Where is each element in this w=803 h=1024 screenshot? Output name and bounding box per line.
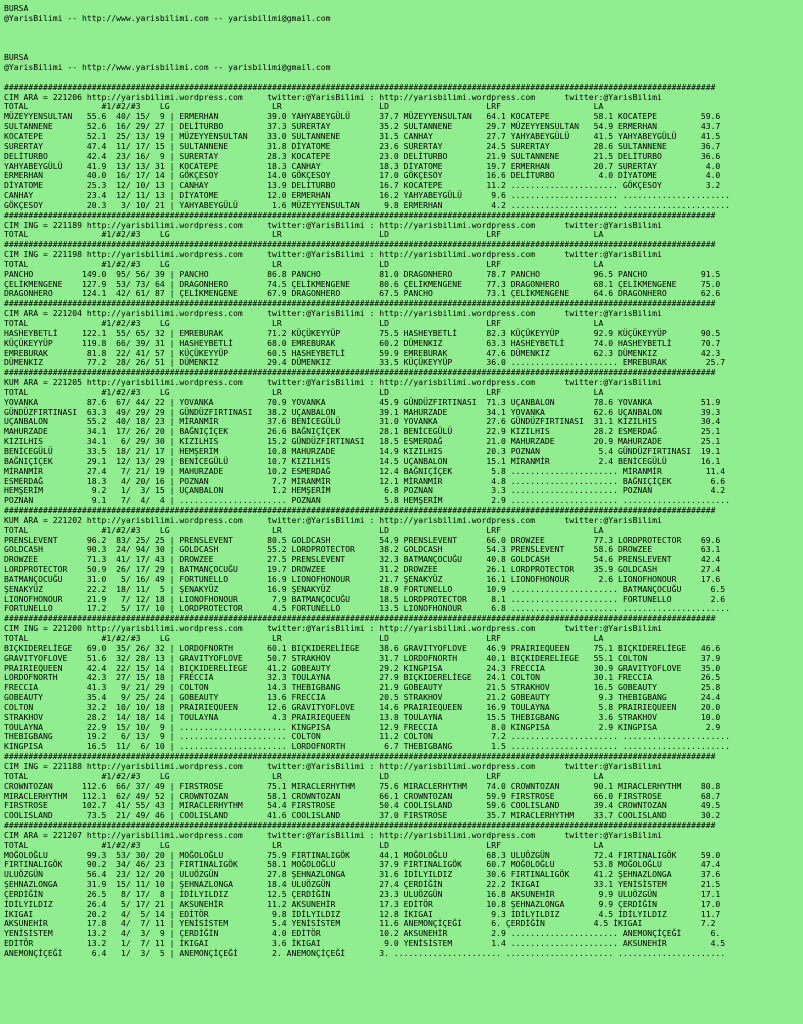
horse-row: GRAVITYOFLOVE 51.6 32/ 28/ 13 | GRAVITYOFLOVE 50.7 STRAKHOV 31.7 LORDOFNORTH 40.1 BIÇKIDERELİEGE 55.1 COLTON 37.9: [4, 652, 721, 663]
horse-row: İKIGAI 20.2 4/ 5/ 14 | EDİTÖR 9.8 İDİLYILDIZ 12.8 İKIGAI 9.3 İDİLYILDIZ 4.5 İDİLYILDIZ 11.7: [4, 908, 721, 919]
horse-row: BATMANÇOCUĞU 31.0 5/ 16/ 49 | FORTUNELLO 16.9 LIONOFHONOUR 21.7 ŞENAKYÜZ 16.1 LIONOFHONOUR 2.6 LIONOFHONOUR 17.6: [4, 573, 721, 584]
horse-row: PRENSLEVENT 96.2 83/ 25/ 25 | PRENSLEVENT 80.5 GOLDCASH 54.9 PRENSLEVENT 66.0 DROWZEE 77.3 LORDPROTECTOR 69.6: [4, 534, 721, 545]
section-divider: ##################################################################################################################################################: [4, 505, 716, 516]
horse-row: EMREBURAK 81.8 22/ 41/ 57 | KÜÇÜKEYYÜP 60.5 HASHEYBETLİ 59.9 EMREBURAK 47.6 DÜMENKIZ 62.3 DÜMENKIZ 42.3: [4, 347, 721, 358]
city-title: BURSA: [4, 3, 29, 13]
horse-row: CROWNTOZAN 112.6 66/ 37/ 49 | FIRSTROSE 75.1 MIRACLERHYTHM 75.6 MIRACLERHYTHM 74.0 CROWNTOZAN 90.1 MIRACLERHYTHM 80.8: [4, 780, 721, 791]
horse-row: AKSUNEHİR 17.8 4/ 7/ 11 | YENİSİSTEM 5.4 YENİSİSTEM 11.6 ANEMONÇİÇEĞİ 6. ÇERDİĞİN 4.5 İKIGAI 7.2: [4, 918, 716, 929]
horse-row: BIÇKIDERELİEGE 69.0 35/ 26/ 32 | LORDOFNORTH 60.1 BIÇKIDERELİEGE 38.6 GRAVITYOFLOVE 46.9 PRAIRIEQUEEN 75.1 BIÇKIDERELİEGE 46.6: [4, 642, 721, 653]
blank-line: [4, 43, 803, 53]
site-credit-line: @YarisBilimi -- http://www.yarisbilimi.com -- yarisbilimi@gmail.com: [4, 12, 331, 23]
column-header-line: TOTAL #1/#2/#3 LG LR LD LRF LA: [4, 318, 604, 328]
horse-row: STRAKHOV 28.2 14/ 18/ 14 | TOULAYNA 4.3 PRAIRIEQUEEN 13.8 TOULAYNA 15.5 THEBIGBANG 3.6 STRAKHOV 10.0: [4, 711, 721, 722]
section-divider: ##################################################################################################################################################: [4, 81, 716, 92]
horse-row: FIRTINALIGÖK 90.2 34/ 46/ 23 | FIRTINALIGÖK 58.1 MOĞOLOĞLU 37.9 FIRTINALIGÖK 60.7 MOĞOLOĞLU 53.8 MOĞOLOĞLU 47.4: [4, 859, 721, 870]
race-header-line: CIM ARA = 221206 http://yarisbilimi.wordpress.com twitter:@YarisBilimi : http://yarisbilimi.wordpress.com twitter:@YarisBilimi: [4, 91, 662, 102]
race-header-line: CIM ING = 221189 http://yarisbilimi.wordpress.com twitter:@YarisBilimi : http://yarisbilimi.wordpress.com twitter:@YarisBilimi: [4, 219, 662, 230]
blank-line: [4, 24, 803, 34]
horse-row: DRAGONHERO 124.1 42/ 61/ 87 | ÇELİKMENGENE 67.9 DRAGONHERO 67.5 PANCHO 73.1 ÇELİKMENGENE 64.6 DRAGONHERO 62.6: [4, 288, 721, 299]
race-header-line: CIM ING = 221198 http://yarisbilimi.wordpress.com twitter:@YarisBilimi : http://yarisbilimi.wordpress.com twitter:@YarisBilimi: [4, 249, 662, 260]
horse-row: LORDOFNORTH 42.3 27/ 15/ 18 | FRECCIA 32.3 TOULAYNA 27.9 BIÇKIDERELİEGE 24.1 COLTON 30.1 FRECCIA 26.5: [4, 672, 721, 683]
horse-row: MAHURZADE 34.1 17/ 26/ 20 | BAĞNIÇİÇEK 26.6 BAĞNIÇİÇEK 28.1 BENİCEGÜLÜ 22.9 KIZILHIS 28.2 ESMERDAĞ 25.1: [4, 426, 721, 437]
horse-row: GOLDCASH 90.3 24/ 94/ 30 | GOLDCASH 55.2 LORDPROTECTOR 38.2 GOLDCASH 54.3 PRENSLEVENT 58.6 DROWZEE 63.1: [4, 544, 721, 555]
horse-row: PANCHO 149.0 95/ 56/ 39 | PANCHO 86.8 PANCHO 81.0 DRAGONHERO 78.7 PANCHO 96.5 PANCHO 91.5: [4, 268, 721, 279]
horse-row: LORDPROTECTOR 50.9 26/ 17/ 29 | BATMANÇOCUĞU 19.7 DROWZEE 31.2 DROWZEE 26.1 LORDPROTECTOR 35.9 GOLDCASH 27.4: [4, 564, 721, 575]
column-header-line: TOTAL #1/#2/#3 LG LR LD LRF LA: [4, 101, 604, 112]
horse-row: KIZILHIS 34.1 6/ 29/ 30 | KIZILHIS 15.2 GÜNDÜZFIRTINASI 18.5 ESMERDAĞ 21.0 MAHURZADE 20.9 MAHURZADE 25.1: [4, 436, 721, 447]
horse-row: TOULAYNA 22.9 15/ 10/ 9 | ...................... KINGPISA 12.9 FRECCIA 8.0 KINGPISA 2.9 KINGPISA 2.9: [4, 721, 721, 732]
horse-row: BAĞNIÇİÇEK 29.1 12/ 13/ 29 | BENİCEGÜLÜ 10.7 KIZILHIS 14.5 UÇANBALON 15.1 MİRANMİR 2.4 BENİCEGÜLÜ 16.1: [4, 455, 721, 466]
horse-row: CANHAY 23.4 12/ 11/ 13 | DİYATOME 12.0 ERMERHAN 16.2 YAHYABEYGÜLÜ 9.6 ...................... ......................: [4, 190, 731, 201]
horse-row: KINGPISA 16.5 11/ 6/ 10 | ...................... LORDOFNORTH 6.7 THEBIGBANG 1.5 ...................... ......................: [4, 741, 731, 752]
horse-row: SULTANNENE 52.6 16/ 29/ 27 | DELİTURBO 37.3 SURERTAY 35.2 SULTANNENE 29.7 MÜZEYYENSULTAN 54.9 ERMERHAN 43.7: [4, 121, 721, 132]
column-header-line: TOTAL #1/#2/#3 LG LR LD LRF LA: [4, 524, 604, 535]
horse-row: UÇANBALON 55.2 40/ 18/ 23 | MİRANMİR 37.6 BENİCEGÜLÜ 31.0 YOVANKA 27.6 GÜNDÜZFIRTINASI 31.1 KIZILHIS 30.4: [4, 416, 721, 427]
horse-row: YENİSİSTEM 13.2 4/ 3/ 9 | ÇERDİĞİN 4.0 EDİTÖR 10.2 AKSUNEHİR 2.9 ...................... ANEMONÇİÇEĞİ 6.: [4, 928, 721, 939]
section-divider: ##################################################################################################################################################: [4, 209, 716, 220]
column-header-line: TOTAL #1/#2/#3 LG LR LD LRF LA: [4, 633, 604, 643]
horse-row: ESMERDAĞ 18.3 4/ 20/ 16 | POZNAN 7.7 MİRANMİR 12.1 MİRANMİR 4.8 ...................... BAĞNIÇİÇEK 6.6: [4, 475, 726, 486]
horse-row: LIONOFHONOUR 21.9 7/ 12/ 18 | LIONOFHONOUR 7.9 BATMANÇOCUĞU 18.5 LORDPROTECTOR 8.1 ...................... FORTUNELLO 2.6: [4, 593, 726, 604]
horse-row: ÇELİKMENGENE 127.9 53/ 73/ 64 | DRAGONHERO 74.5 ÇELİKMENGENE 80.6 ÇELİKMENGENE 77.3 DRAGONHERO 68.1 ÇELİKMENGENE 75.0: [4, 278, 721, 289]
section-divider: ##################################################################################################################################################: [4, 613, 716, 624]
column-header-line: TOTAL #1/#2/#3 LG LR LD LRF LA: [4, 839, 604, 850]
horse-row: ANEMONÇİÇEĞİ 6.4 1/ 3/ 5 | ANEMONÇİÇEĞİ 2. ANEMONÇİÇEĞİ 3. ...................... ...................... ......................: [4, 948, 726, 958]
horse-row: ÇERDİĞİN 26.5 8/ 17/ 8 | İDİLYILDIZ 12.5 ÇERDİĞİN 23.3 ULUÖZGÜN 16.8 AKSUNEHİR 9.9 ULUÖZGÜN 17.1: [4, 888, 721, 899]
horse-row: FORTUNELLO 17.2 5/ 17/ 10 | LORDPROTECTOR 4.5 FORTUNELLO 13.5 LIONOFHONOUR 6.8 ...................... ......................: [4, 603, 731, 614]
column-header-line: TOTAL #1/#2/#3 LG LR LD LRF LA: [4, 229, 604, 240]
horse-row: KOCATEPE 52.1 25/ 13/ 19 | MÜZEYYENSULTAN 33.0 SULTANNENE 31.5 CANHAY 27.7 YAHYABEYGÜLÜ 41.5 YAHYABEYGÜLÜ 41.5: [4, 130, 721, 141]
race-header-line: CIM ARA = 221207 http://yarisbilimi.wordpress.com twitter:@YarisBilimi : http://yarisbilimi.wordpress.com twitter:@YarisBilimi: [4, 829, 662, 840]
horse-row: DÜMENKIZ 77.2 28/ 26/ 51 | DÜMENKIZ 29.4 DÜMENKIZ 33.5 KÜÇÜKEYYÜP 36.0 ...................... EMREBURAK 25.7: [4, 357, 726, 368]
horse-row: YAHYABEYGÜLÜ 41.9 13/ 13/ 31 | KOCATEPE 18.3 CANHAY 18.3 DİYATOME 19.7 ERMERHAN 20.7 SURERTAY 4.0: [4, 160, 721, 171]
horse-row: GÖKÇESOY 20.3 3/ 10/ 21 | YAHYABEYGÜLÜ 1.6 MÜZEYYENSULTAN 9.8 ERMERHAN 4.2 ...................... ......................: [4, 199, 731, 210]
horse-row: GÜNDÜZFIRTINASI 63.3 49/ 29/ 29 | GÜNDÜZFIRTINASI 38.2 UÇANBALON 39.1 MAHURZADE 34.1 YOVANKA 62.6 UÇANBALON 39.3: [4, 406, 721, 417]
column-header-line: TOTAL #1/#2/#3 LG LR LD LRF LA: [4, 258, 604, 269]
horse-row: EDİTÖR 13.2 1/ 7/ 11 | İKIGAI 3.6 İKIGAI 9.0 YENİSİSTEM 1.4 ...................... AKSUNEHİR 4.5: [4, 938, 726, 949]
horse-row: DROWZEE 71.3 41/ 17/ 43 | DROWZEE 27.5 PRENSLEVENT 32.3 BATMANÇOCUĞU 40.8 GOLDCASH 54.6 PRENSLEVENT 42.4: [4, 554, 721, 565]
race-header-line: KUM ARA = 221205 http://yarisbilimi.wordpress.com twitter:@YarisBilimi : http://yarisbilimi.wordpress.com twitter:@YarisBilimi: [4, 377, 662, 388]
section-divider: ##################################################################################################################################################: [4, 298, 716, 309]
horse-row: DELİTURBO 42.4 23/ 16/ 9 | SURERTAY 28.3 KOCATEPE 23.0 DELİTURBO 21.9 SULTANNENE 21.5 DELİTURBO 36.6: [4, 150, 721, 161]
horse-row: COLTON 32.2 10/ 10/ 18 | PRAIRIEQUEEN 12.6 GRAVITYOFLOVE 14.6 PRAIRIEQUEEN 16.9 TOULAYNA 5.8 PRAIRIEQUEEN 20.0: [4, 701, 721, 712]
horse-row: BENİCEGÜLÜ 33.5 18/ 21/ 17 | HEMŞERİM 10.8 MAHURZADE 14.9 KIZILHIS 20.3 POZNAN 5.4 GÜNDÜZFIRTINASI 19.1: [4, 445, 721, 456]
section-divider: ##################################################################################################################################################: [4, 239, 716, 250]
horse-row: FIRSTROSE 102.7 41/ 55/ 43 | MIRACLERHYTHM 54.4 FIRSTROSE 50.4 COOLISLAND 59.6 COOLISLAND 39.4 CROWNTOZAN 49.5: [4, 800, 721, 811]
horse-row: THEBIGBANG 19.2 6/ 13/ 9 | ...................... COLTON 11.2 COLTON 7.2 ...................... ......................: [4, 731, 731, 742]
horse-row: İDİLYILDIZ 26.4 5/ 17/ 21 | AKSUNEHİR 11.2 AKSUNEHİR 17.3 EDİTÖR 10.8 ŞEHNAZLONGA 9.9 ÇERDİĞİN 17.0: [4, 898, 721, 909]
horse-row: SURERTAY 47.4 11/ 17/ 15 | SULTANNENE 31.8 DİYATOME 23.6 SURERTAY 24.5 SURERTAY 28.6 SULTANNENE 36.7: [4, 140, 721, 151]
race-header-line: CIM ING = 221188 http://yarisbilimi.wordpress.com twitter:@YarisBilimi : http://yarisbilimi.wordpress.com twitter:@YarisBilimi: [4, 760, 662, 771]
horse-row: ULUÖZGÜN 56.4 23/ 12/ 20 | ULUÖZGÜN 27.8 ŞEHNAZLONGA 31.6 İDİLYILDIZ 30.6 FIRTINALIGÖK 41.2 ŞEHNAZLONGA 37.6: [4, 869, 721, 880]
horse-row: DİYATOME 25.3 12/ 10/ 13 | CANHAY 13.9 DELİTURBO 16.7 KOCATEPE 11.2 ...................... GÖKÇESOY 3.2: [4, 180, 721, 191]
horse-row: POZNAN 9.1 7/ 4/ 4 | ...................... POZNAN 5.8 HEMŞERİM 2.9 ...................... ......................: [4, 495, 731, 506]
section-divider: ##################################################################################################################################################: [4, 751, 716, 762]
horse-row: ERMERHAN 40.0 16/ 17/ 14 | GÖKÇESOY 14.0 GÖKÇESOY 17.0 GÖKÇESOY 16.6 DELİTURBO 4.0 DİYATOME 4.0: [4, 170, 721, 181]
blank-line: [4, 34, 803, 44]
horse-row: FRECCIA 41.3 9/ 21/ 29 | COLTON 14.3 THEBIGBANG 21.9 GOBEAUTY 21.5 STRAKHOV 16.5 GOBEAUTY 25.8: [4, 682, 721, 693]
city-title: BURSA: [4, 52, 29, 63]
horse-row: MOĞOLOĞLU 99.3 53/ 30/ 20 | MOĞOLOĞLU 75.9 FIRTINALIGÖK 44.1 MOĞOLOĞLU 68.3 ULUÖZGÜN 72.4 FIRTINALIGÖK 59.0: [4, 849, 721, 860]
horse-row: ŞEHNAZLONGA 31.9 15/ 11/ 10 | ŞEHNAZLONGA 18.4 ULUÖZGÜN 27.4 ÇERDİĞİN 22.2 İKIGAI 33.1 YENİSİSTEM 21.5: [4, 879, 721, 890]
horse-row: MİRANMİR 27.4 7/ 21/ 19 | MAHURZADE 10.2 ESMERDAĞ 12.4 BAĞNIÇİÇEK 5.8 ...................... MİRANMİR 11.4: [4, 465, 726, 476]
section-divider: ##################################################################################################################################################: [4, 820, 716, 831]
race-header-line: KUM ARA = 221202 http://yarisbilimi.wordpress.com twitter:@YarisBilimi : http://yarisbilimi.wordpress.com twitter:@YarisBilimi: [4, 514, 662, 525]
horse-row: PRAIRIEQUEEN 42.4 22/ 15/ 14 | BIÇKIDERELİEGE 41.2 GOBEAUTY 29.2 KINGPISA 24.3 FRECCIA 30.9 GRAVITYOFLOVE 35.0: [4, 662, 721, 673]
race-header-line: CIM ARA = 221204 http://yarisbilimi.wordpress.com twitter:@YarisBilimi : http://yarisbilimi.wordpress.com twitter:@YarisBilimi: [4, 308, 662, 319]
horse-row: KÜÇÜKEYYÜP 119.8 66/ 39/ 31 | HASHEYBETLİ 68.0 EMREBURAK 60.2 DÜMENKIZ 63.3 HASHEYBETLİ 74.0 HASHEYBETLİ 70.7: [4, 337, 721, 348]
horse-row: YOVANKA 87.6 67/ 44/ 22 | YOVANKA 70.9 YOVANKA 45.9 GÜNDÜZFIRTINASI 71.3 UÇANBALON 78.6 YOVANKA 51.9: [4, 396, 721, 407]
race-header-line: CIM ING = 221200 http://yarisbilimi.wordpress.com twitter:@YarisBilimi : http://yarisbilimi.wordpress.com twitter:@YarisBilimi: [4, 623, 662, 634]
horse-row: HEMŞERİM 9.2 1/ 3/ 15 | UÇANBALON 1.2 HEMŞERİM 6.8 POZNAN 3.3 ...................... POZNAN 4.2: [4, 485, 726, 496]
column-header-line: TOTAL #1/#2/#3 LG LR LD LRF LA: [4, 386, 604, 397]
horse-row: HASHEYBETLİ 122.1 55/ 65/ 32 | EMREBURAK 71.2 KÜÇÜKEYYÜP 75.5 HASHEYBETLİ 82.3 KÜÇÜKEYYÜP 92.9 KÜÇÜKEYYÜP 90.5: [4, 327, 721, 338]
horse-row: MÜZEYYENSULTAN 55.6 40/ 15/ 9 | ERMERHAN 39.0 YAHYABEYGÜLÜ 37.7 MÜZEYYENSULTAN 64.1 KOCATEPE 58.1 KOCATEPE 59.6: [4, 111, 721, 122]
horse-row: MIRACLERHYTHM 112.1 62/ 49/ 52 | CROWNTOZAN 58.1 CROWNTOZAN 66.1 CROWNTOZAN 59.9 FIRSTROSE 66.0 FIRSTROSE 68.7: [4, 790, 721, 801]
horse-row: GOBEAUTY 35.4 9/ 25/ 24 | GOBEAUTY 13.6 FRECCIA 20.5 STRAKHOV 21.2 GOBEAUTY 9.3 THEBIGBANG 24.4: [4, 692, 721, 703]
column-header-line: TOTAL #1/#2/#3 LG LR LD LRF LA: [4, 770, 604, 781]
horse-row: COOLISLAND 73.5 21/ 49/ 46 | COOLISLAND 41.6 COOLISLAND 37.0 FIRSTROSE 35.7 MIRACLERHYTHM 33.7 COOLISLAND 30.2: [4, 810, 721, 821]
section-divider: ##################################################################################################################################################: [4, 367, 716, 378]
site-credit-line: @YarisBilimi -- http://www.yarisbilimi.com -- yarisbilimi@gmail.com: [4, 62, 331, 73]
horse-row: ŞENAKYÜZ 22.2 18/ 11/ 5 | ŞENAKYÜZ 16.9 ŞENAKYÜZ 18.9 FORTUNELLO 10.9 ...................... BATMANÇOCUĞU 6.5: [4, 583, 726, 594]
